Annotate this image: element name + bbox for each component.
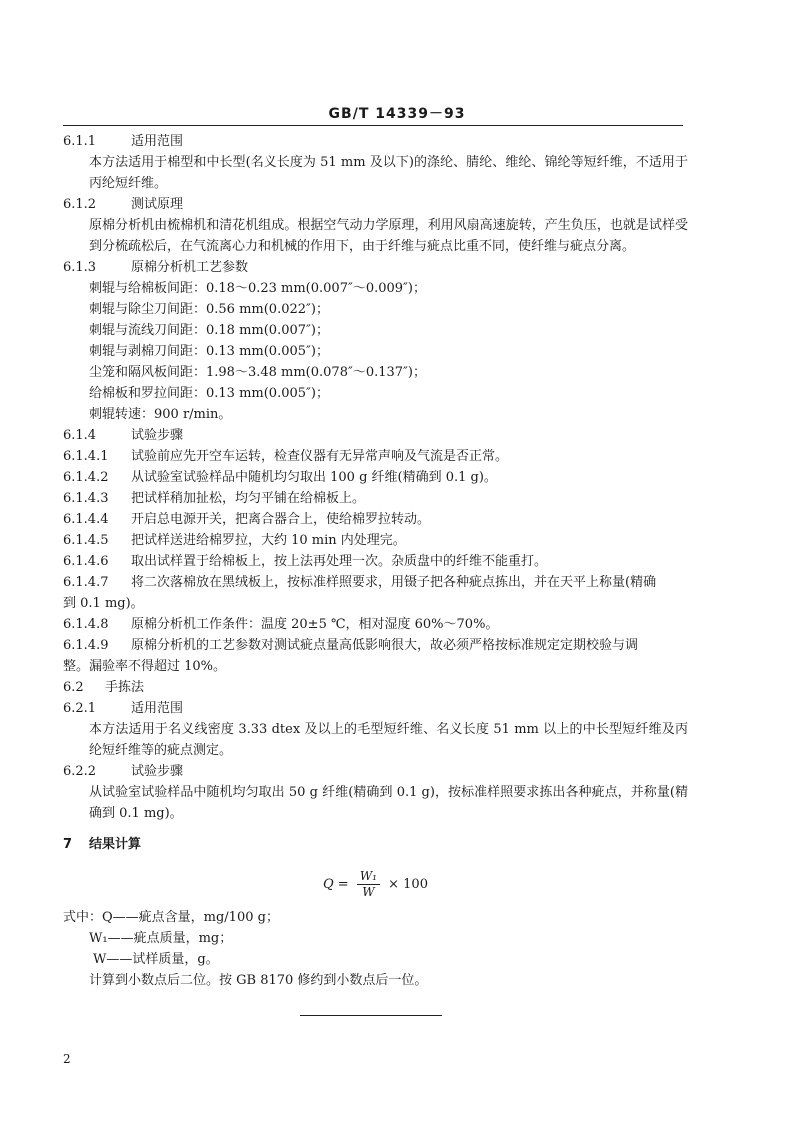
formula-rhs: × 100 bbox=[388, 877, 428, 892]
section-6-1-4 bbox=[63, 425, 688, 446]
definition-line: W——试样质量，g。 bbox=[93, 952, 219, 967]
step-text: 从试验室试验样品中随机均匀取出 100 g 纤维(精确到 0.1 g)。 bbox=[131, 470, 497, 485]
paragraph-manual-scope: 本方法适用于名义线密度 3.33 dtex 及以上的毛型短纤维、名义长度 51 mm 以上的中长型短纤维及丙纶短纤维等的疵点测定。 bbox=[89, 722, 688, 758]
step-number: 6.1.4.5 bbox=[63, 533, 109, 548]
section-title: 试验步骤 bbox=[131, 764, 184, 779]
step-item bbox=[63, 509, 688, 530]
step-item bbox=[63, 530, 688, 551]
paragraph-manual-procedure: 从试验室试验样品中随机均匀取出 50 g 纤维(精确到 0.1 g)，按标准样照要求拣出各种疵点，并称量(精确到 0.1 mg)。 bbox=[89, 785, 688, 821]
step-continuation: 到 0.1 mg)。 bbox=[63, 596, 144, 611]
step-item bbox=[63, 551, 688, 572]
step-text: 原棉分析机的工艺参数对测试疵点量高低影响很大，故必须严格按标准规定定期校验与调 bbox=[131, 638, 639, 653]
section-6-1-3 bbox=[63, 257, 688, 278]
section-number: 6.2.1 bbox=[63, 701, 97, 716]
section-number: 7 bbox=[63, 837, 73, 852]
step-number: 6.1.4.1 bbox=[63, 449, 109, 464]
document-body bbox=[63, 131, 688, 991]
section-number: 6.1.2 bbox=[63, 197, 97, 212]
step-item bbox=[63, 467, 688, 488]
param-line: 给棉板和罗拉间距：0.13 mm(0.005″)； bbox=[89, 386, 329, 401]
section-title: 测试原理 bbox=[131, 197, 184, 212]
header-rule bbox=[63, 125, 683, 126]
section-title: 适用范围 bbox=[131, 134, 184, 149]
param-line: 刺辊与除尘刀间距：0.56 mm(0.022″)； bbox=[89, 302, 329, 317]
step-text: 原棉分析机工作条件：温度 20±5 ℃，相对湿度 60%～70%。 bbox=[131, 617, 499, 632]
param-line: 刺辊与流线刀间距：0.18 mm(0.007″)； bbox=[89, 323, 329, 338]
section-number: 6.1.4 bbox=[63, 428, 97, 443]
step-number: 6.1.4.6 bbox=[63, 554, 109, 569]
document-header: GB/T 14339－93 bbox=[328, 106, 466, 122]
section-6-2-2 bbox=[63, 761, 688, 782]
step-item bbox=[63, 572, 688, 593]
result-formula bbox=[63, 869, 688, 903]
calculation-note: 计算到小数点后二位。按 GB 8170 修约到小数点后一位。 bbox=[89, 973, 428, 988]
step-number: 6.1.4.7 bbox=[63, 575, 109, 590]
step-item bbox=[63, 635, 688, 656]
formula-fraction bbox=[357, 869, 380, 900]
section-6-2 bbox=[63, 677, 688, 698]
step-number: 6.1.4.9 bbox=[63, 638, 109, 653]
step-text: 将二次落棉放在黑绒板上，按标准样照要求，用镊子把各种疵点拣出，并在天平上称量(精确 bbox=[131, 575, 657, 590]
param-line: 刺辊转速：900 r/min。 bbox=[89, 407, 232, 422]
section-number: 6.1.1 bbox=[63, 134, 97, 149]
param-line: 尘笼和隔风板间距：1.98～3.48 mm(0.078″～0.137″)； bbox=[89, 365, 426, 380]
step-text: 取出试样置于给棉板上，按上法再处理一次。杂质盘中的纤维不能重打。 bbox=[131, 554, 548, 569]
section-number: 6.2 bbox=[63, 680, 84, 695]
param-line: 刺辊与剥棉刀间距：0.13 mm(0.005″)； bbox=[89, 344, 329, 359]
section-title: 手拣法 bbox=[105, 680, 145, 695]
definition-line: W₁——疵点质量，mg； bbox=[89, 931, 233, 946]
formula-numerator: W₁ bbox=[357, 869, 380, 885]
section-number: 6.1.3 bbox=[63, 260, 97, 275]
step-text: 试验前应先开空车运转，检查仪器有无异常声响及气流是否正常。 bbox=[131, 449, 509, 464]
param-line: 刺辊与给棉板间距：0.18～0.23 mm(0.007″～0.009″)； bbox=[89, 281, 426, 296]
step-number: 6.1.4.2 bbox=[63, 470, 109, 485]
step-item bbox=[63, 446, 688, 467]
section-title: 结果计算 bbox=[89, 837, 142, 852]
step-text: 把试样稍加扯松，均匀平铺在给棉板上。 bbox=[131, 491, 366, 506]
step-number: 6.1.4.4 bbox=[63, 512, 109, 527]
step-text: 把试样送进给棉罗拉，大约 10 min 内处理完。 bbox=[131, 533, 406, 548]
step-number: 6.1.4.8 bbox=[63, 617, 109, 632]
section-title: 试验步骤 bbox=[131, 428, 184, 443]
section-6-1-1 bbox=[63, 131, 688, 152]
formula-lhs: Q = bbox=[323, 877, 349, 892]
section-6-2-1 bbox=[63, 698, 688, 719]
definition-line: 式中：Q——疵点含量，mg/100 g； bbox=[63, 910, 279, 925]
paragraph-principle: 原棉分析机由梳棉机和清花机组成。根据空气动力学原理，利用风扇高速旋转，产生负压，也就是试样受到分梳疏松后，在气流离心力和机械的作用下，由于纤维与疵点比重不同，使纤维与疵点分离。 bbox=[89, 218, 688, 254]
section-7 bbox=[63, 834, 688, 855]
section-6-1-2 bbox=[63, 194, 688, 215]
step-number: 6.1.4.3 bbox=[63, 491, 109, 506]
step-item bbox=[63, 488, 688, 509]
page-number: 2 bbox=[63, 1052, 71, 1066]
step-text: 开启总电源开关，把离合器合上，使给棉罗拉转动。 bbox=[131, 512, 431, 527]
step-item bbox=[63, 614, 688, 635]
step-continuation: 整。漏验率不得超过 10%。 bbox=[63, 659, 227, 674]
section-number: 6.2.2 bbox=[63, 764, 97, 779]
section-title: 原棉分析机工艺参数 bbox=[131, 260, 249, 275]
formula-denominator: W bbox=[362, 885, 375, 899]
section-title: 适用范围 bbox=[131, 701, 184, 716]
end-rule bbox=[300, 1015, 442, 1016]
paragraph-scope: 本方法适用于棉型和中长型(名义长度为 51 mm 及以下)的涤纶、腈纶、维纶、锦纶等短纤维，不适用于丙纶短纤维。 bbox=[89, 155, 688, 191]
